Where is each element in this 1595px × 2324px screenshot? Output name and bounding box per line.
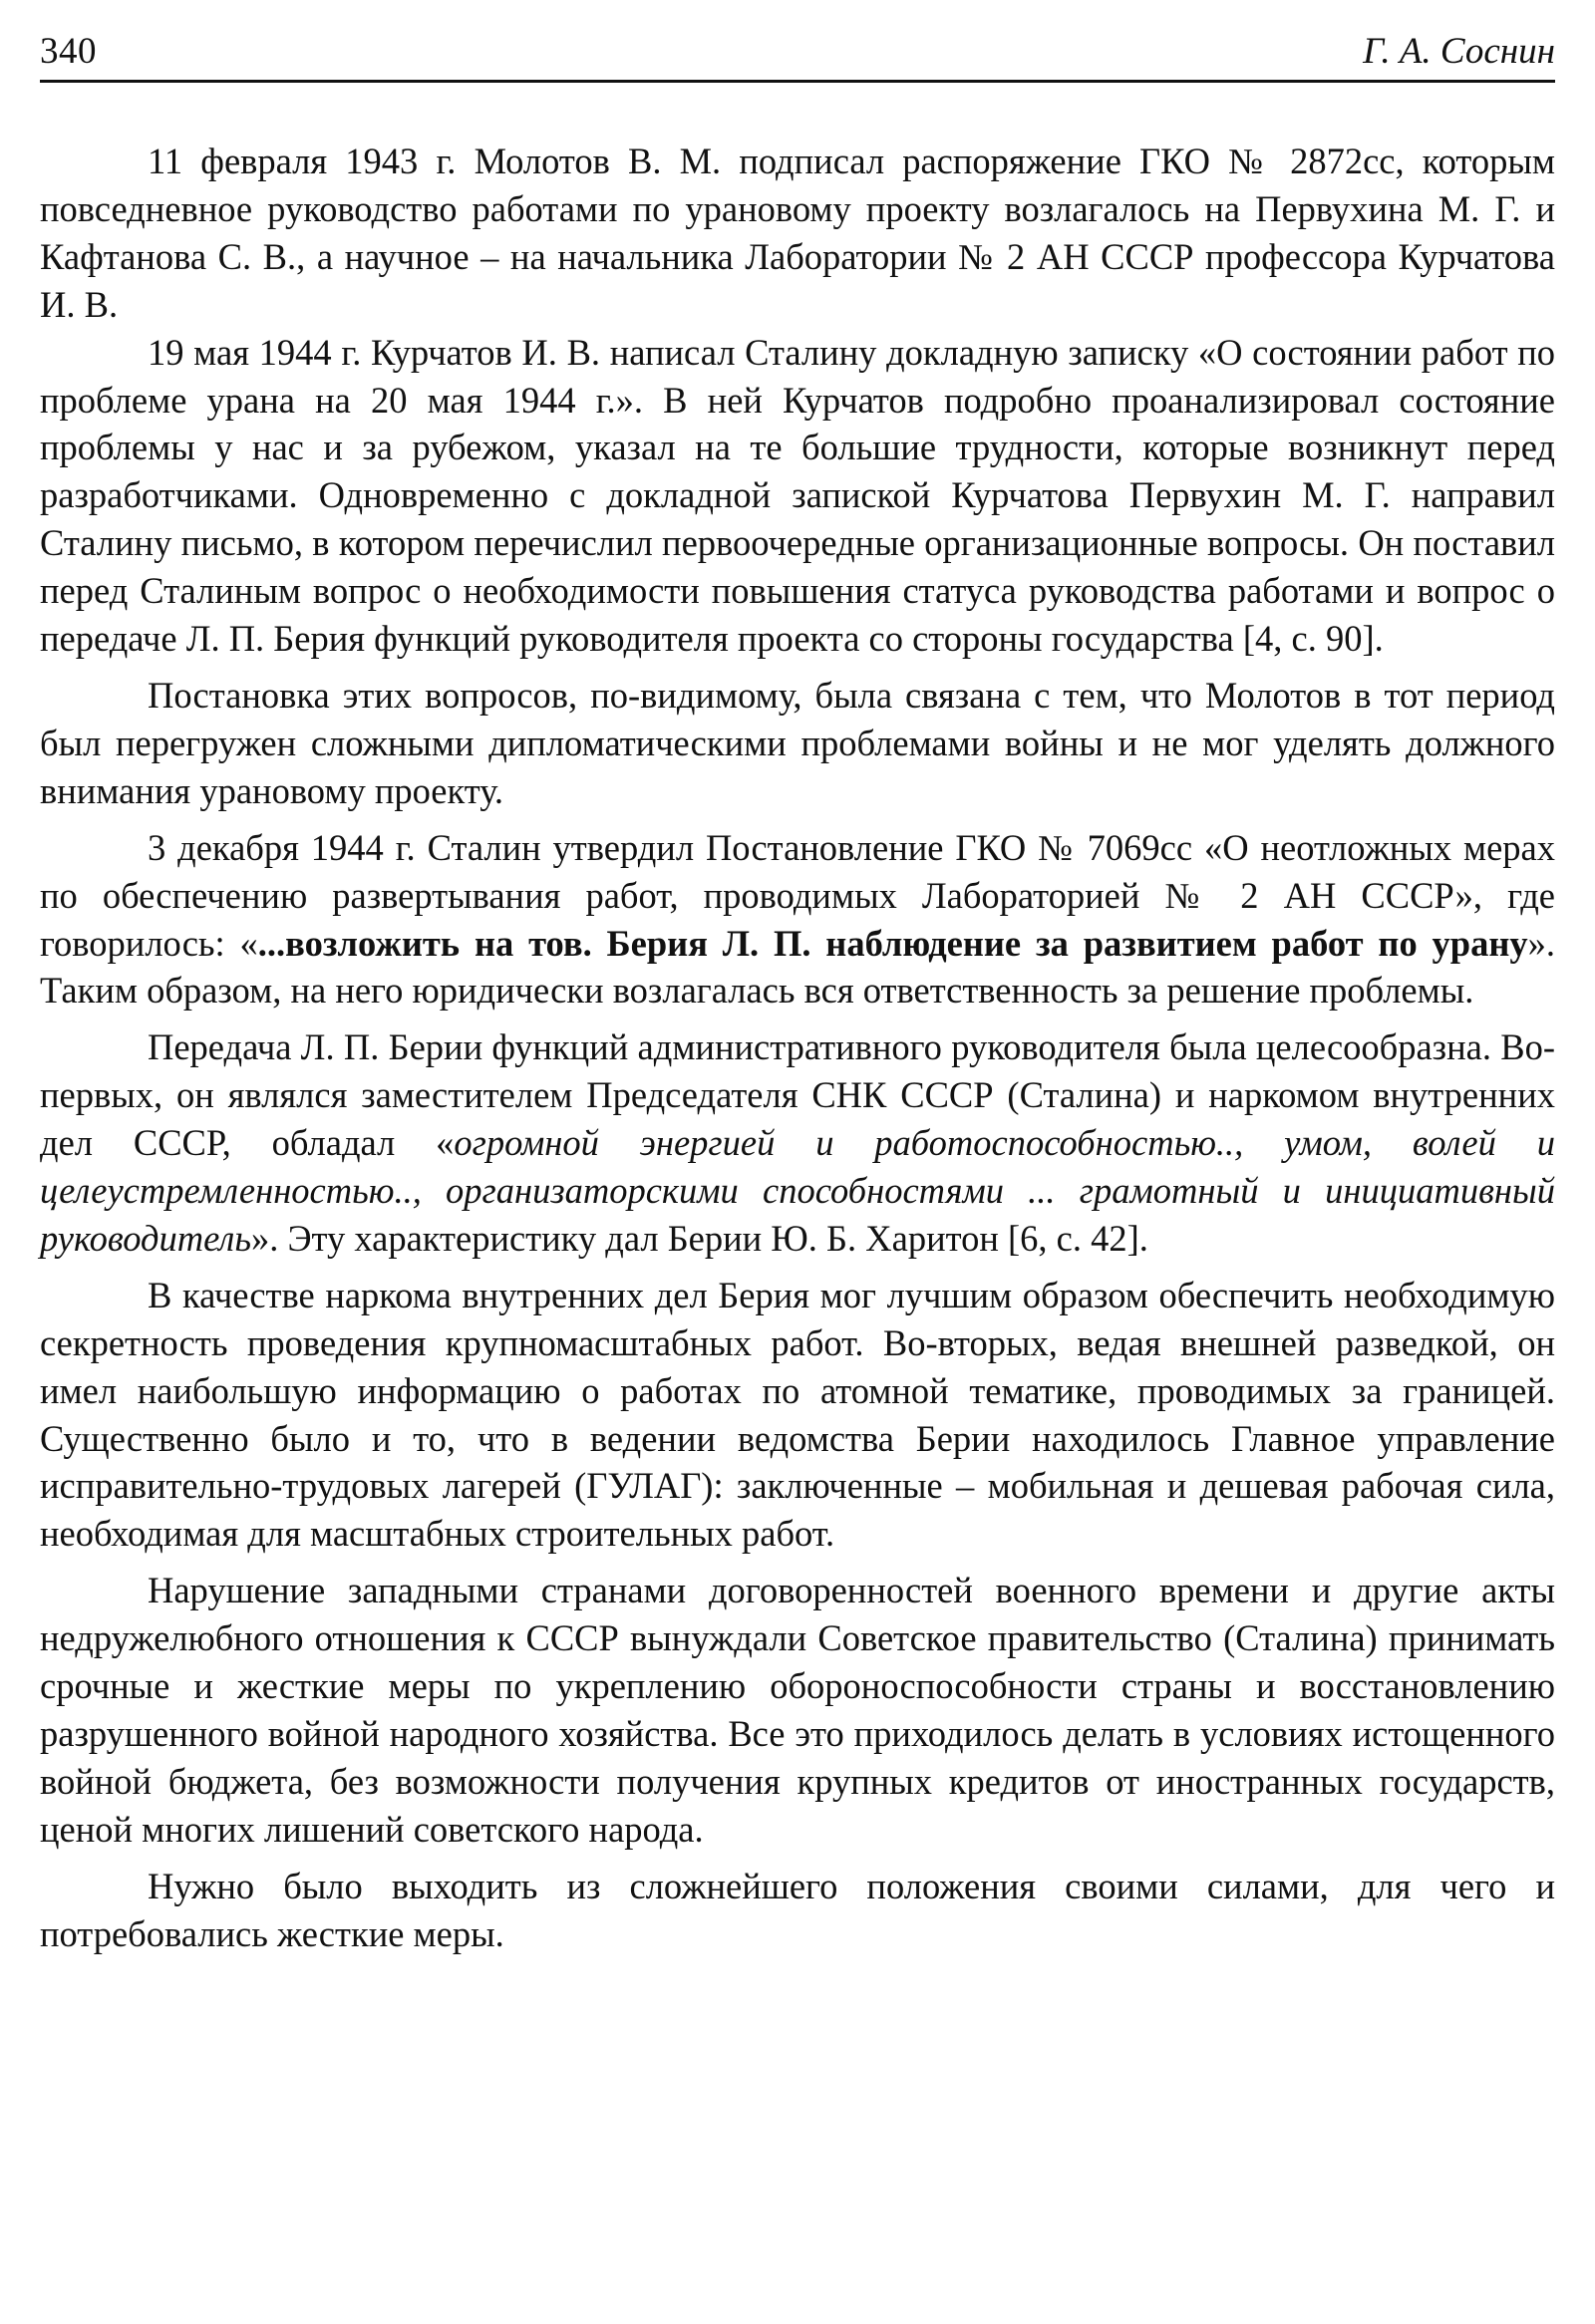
paragraph-1	[40, 138, 1555, 329]
paragraph-text: Передача Л. П. Берии функций административного руководителя была целесообразна. Во-первых, он являлся заместителем Председателя СНК СССР (Сталина) и наркомом внутренних дел СССР, обладал «	[40, 1026, 1555, 1164]
paragraph-2	[40, 329, 1555, 663]
paragraph-text: В качестве наркома внутренних дел Берия мог лучшим образом обеспечить необходимую секретность проведения крупномасштабных работ. Во-вторых, ведая внешней разведкой, он имел наибольшую информацию о работах по атомной тематике, проводимых за границей. Существенно было и то, что в ведении ведомства Берии находилось Главное управление исправительно-трудовых лагерей (ГУЛАГ): заключенные – мобильная и дешевая рабочая сила, необходимая для масштабных строительных работ.	[40, 1274, 1555, 1555]
running-head-author: Г. А. Соснин	[1363, 31, 1555, 72]
italic-quote: огромной энергией и работоспособностью.., умом, волей и целеустремленностью.., организаторскими способностями ... грамотный и инициативный руководитель	[40, 1122, 1555, 1259]
paragraph-text: Нарушение западными странами договоренностей военного времени и другие акты недружелюбного отношения к СССР вынуждали Советское правительство (Сталина) принимать срочные и жесткие меры по укреплению обороноспособности страны и восстановлению разрушенного войной народного хозяйства. Все это приходилось делать в условиях истощенного войной бюджета, без возможности получения крупных кредитов от иностранных государств, ценой многих лишений советского народа.	[40, 1570, 1555, 1850]
bold-quote: ...возложить на тов. Берия Л. П. наблюдение за развитием работ по урану	[257, 922, 1528, 964]
paragraph-4	[40, 824, 1555, 1016]
paragraph-text: Постановка этих вопросов, по-видимому, была связана с тем, что Молотов в тот период был перегружен сложными дипломатическими проблемами войны и не мог уделять должного внимания урановому проекту.	[40, 674, 1555, 811]
paragraph-8	[40, 1863, 1555, 1958]
paragraph-text: ». Эту характеристику дал Берии Ю. Б. Харитон [6, с. 42].	[250, 1217, 1148, 1259]
header-rule	[40, 80, 1555, 83]
body-text	[40, 138, 1555, 1958]
page-number: 340	[40, 31, 97, 72]
paragraph-3	[40, 672, 1555, 815]
page-header	[40, 22, 1555, 82]
paragraph-text: 19 мая 1944 г. Курчатов И. В. написал Сталину докладную записку «О состоянии работ по проблеме урана на 20 мая 1944 г.». В ней Курчатов подробно проанализировал состояние проблемы у нас и за рубежом, указал на те большие трудности, которые возникнут перед разработчиками. Одновременно с докладной запиской Курчатова Первухин М. Г. направил Сталину письмо, в котором перечислил первоочередные организационные вопросы. Он поставил перед Сталиным вопрос о необходимости повышения статуса руководства работами и вопрос о передаче Л. П. Берия функций руководителя проекта со стороны государства [4, с. 90].	[40, 331, 1555, 660]
paragraph-6	[40, 1272, 1555, 1558]
paragraph-7	[40, 1567, 1555, 1853]
paragraph-text: Нужно было выходить из сложнейшего положения своими силами, для чего и потребовались жесткие меры.	[40, 1865, 1555, 1954]
paragraph-text: ». Таким образом, на него юридически возлагалась вся ответственность за решение проблемы.	[40, 922, 1555, 1012]
paragraph-text: 3 декабря 1944 г. Сталин утвердил Постановление ГКО № 7069сс «О неотложных мерах по обеспечению развертывания работ, проводимых Лабораторией № 2 АН СССР», где говорилось: «	[40, 826, 1555, 964]
paragraph-text: 11 февраля 1943 г. Молотов В. М. подписал распоряжение ГКО № 2872сс, которым повседневное руководство работами по урановому проекту возлагалось на Первухина М. Г. и Кафтанова С. В., а научное – на начальника Лаборатории № 2 АН СССР профессора Курчатова И. В.	[40, 141, 1555, 325]
paragraph-5	[40, 1023, 1555, 1263]
